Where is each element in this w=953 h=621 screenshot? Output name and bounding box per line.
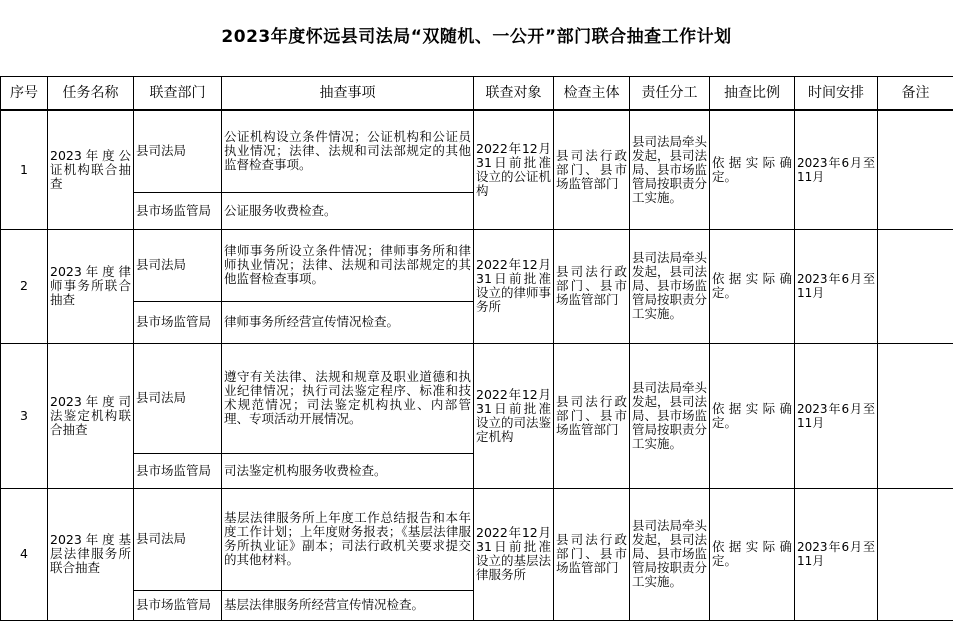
row-number[interactable]: 1 <box>1 110 48 229</box>
ratio-cell[interactable]: 依据实际确定。 <box>710 229 795 343</box>
dept-cell[interactable]: 县市场监管局 <box>134 453 222 488</box>
item-cell[interactable]: 基层法律服务所经营宣传情况检查。 <box>222 590 474 620</box>
target-cell[interactable]: 2022年12月31日前批准设立的公证机构 <box>474 110 554 229</box>
table-row <box>1 343 953 453</box>
task-name-cell[interactable]: 2023年度司法鉴定机构联合抽查 <box>48 343 134 488</box>
time-cell[interactable]: 2023年6月至11月 <box>795 343 878 488</box>
target-cell[interactable]: 2022年12月31日前批准设立的司法鉴定机构 <box>474 343 554 488</box>
item-cell[interactable]: 公证机构设立条件情况；公证机构和公证员执业情况；法律、法规和司法部规定的其他监督检查事项。 <box>222 110 474 192</box>
dept-cell[interactable]: 县市场监管局 <box>134 590 222 620</box>
note-cell[interactable] <box>878 229 953 343</box>
duty-cell[interactable]: 县司法局牵头发起，县司法局、县市场监管局按职责分工实施。 <box>630 110 710 229</box>
target-cell[interactable]: 2022年12月31日前批准设立的基层法律服务所 <box>474 488 554 620</box>
duty-cell[interactable]: 县司法局牵头发起，县司法局、县市场监管局按职责分工实施。 <box>630 488 710 620</box>
task-name-cell[interactable]: 2023年度公证机构联合抽查 <box>48 110 134 229</box>
header-task: 任务名称 <box>48 77 134 111</box>
target-cell[interactable]: 2022年12月31日前批准设立的律师事务所 <box>474 229 554 343</box>
header-ratio: 抽查比例 <box>710 77 795 111</box>
row-number[interactable]: 4 <box>1 488 48 620</box>
header-subject: 检查主体 <box>554 77 630 111</box>
inspection-plan-table <box>0 76 953 621</box>
table-row <box>1 488 953 590</box>
item-cell[interactable]: 基层法律服务所上年度工作总结报告和本年度工作计划；上年度财务报表；《基层法律服务所执业证》副本；司法行政机关要求提交的其他材料。 <box>222 488 474 590</box>
dept-cell[interactable]: 县司法局 <box>134 488 222 590</box>
note-cell[interactable] <box>878 488 953 620</box>
time-cell[interactable]: 2023年6月至11月 <box>795 110 878 229</box>
item-cell[interactable]: 律师事务所设立条件情况；律师事务所和律师执业情况；法律、法规和司法部规定的其他监督检查事项。 <box>222 229 474 301</box>
subject-cell[interactable]: 县司法行政部门、县市场监管部门 <box>554 488 630 620</box>
item-cell[interactable]: 公证服务收费检查。 <box>222 192 474 229</box>
ratio-cell[interactable]: 依据实际确定。 <box>710 110 795 229</box>
duty-cell[interactable]: 县司法局牵头发起，县司法局、县市场监管局按职责分工实施。 <box>630 229 710 343</box>
row-number[interactable]: 3 <box>1 343 48 488</box>
header-dept: 联查部门 <box>134 77 222 111</box>
item-cell[interactable]: 律师事务所经营宣传情况检查。 <box>222 301 474 343</box>
subject-cell[interactable]: 县司法行政部门、县市场监管部门 <box>554 343 630 488</box>
header-note: 备注 <box>878 77 953 111</box>
header-row <box>1 77 953 111</box>
row-number[interactable]: 2 <box>1 229 48 343</box>
dept-cell[interactable]: 县司法局 <box>134 343 222 453</box>
time-cell[interactable]: 2023年6月至11月 <box>795 488 878 620</box>
document-title: 2023年度怀远县司法局“双随机、一公开”部门联合抽查工作计划 <box>221 27 732 47</box>
ratio-cell[interactable]: 依据实际确定。 <box>710 343 795 488</box>
table-row <box>1 229 953 301</box>
dept-cell[interactable]: 县司法局 <box>134 229 222 301</box>
subject-cell[interactable]: 县司法行政部门、县市场监管部门 <box>554 229 630 343</box>
table-row <box>1 110 953 192</box>
task-name-cell[interactable]: 2023年度基层法律服务所联合抽查 <box>48 488 134 620</box>
header-target: 联查对象 <box>474 77 554 111</box>
time-cell[interactable]: 2023年6月至11月 <box>795 229 878 343</box>
header-duty: 责任分工 <box>630 77 710 111</box>
ratio-cell[interactable]: 依据实际确定。 <box>710 488 795 620</box>
subject-cell[interactable]: 县司法行政部门、县市场监管部门 <box>554 110 630 229</box>
dept-cell[interactable]: 县市场监管局 <box>134 301 222 343</box>
dept-cell[interactable]: 县司法局 <box>134 110 222 192</box>
dept-cell[interactable]: 县市场监管局 <box>134 192 222 229</box>
note-cell[interactable] <box>878 343 953 488</box>
task-name-cell[interactable]: 2023年度律师事务所联合抽查 <box>48 229 134 343</box>
item-cell[interactable]: 遵守有关法律、法规和规章及职业道德和执业纪律情况；执行司法鉴定程序、标准和技术规范情况；司法鉴定机构执业、内部管理、专项活动开展情况。 <box>222 343 474 453</box>
header-item: 抽查事项 <box>222 77 474 111</box>
header-no: 序号 <box>1 77 48 111</box>
header-time: 时间安排 <box>795 77 878 111</box>
item-cell[interactable]: 司法鉴定机构服务收费检查。 <box>222 453 474 488</box>
note-cell[interactable] <box>878 110 953 229</box>
duty-cell[interactable]: 县司法局牵头发起，县司法局、县市场监管局按职责分工实施。 <box>630 343 710 488</box>
